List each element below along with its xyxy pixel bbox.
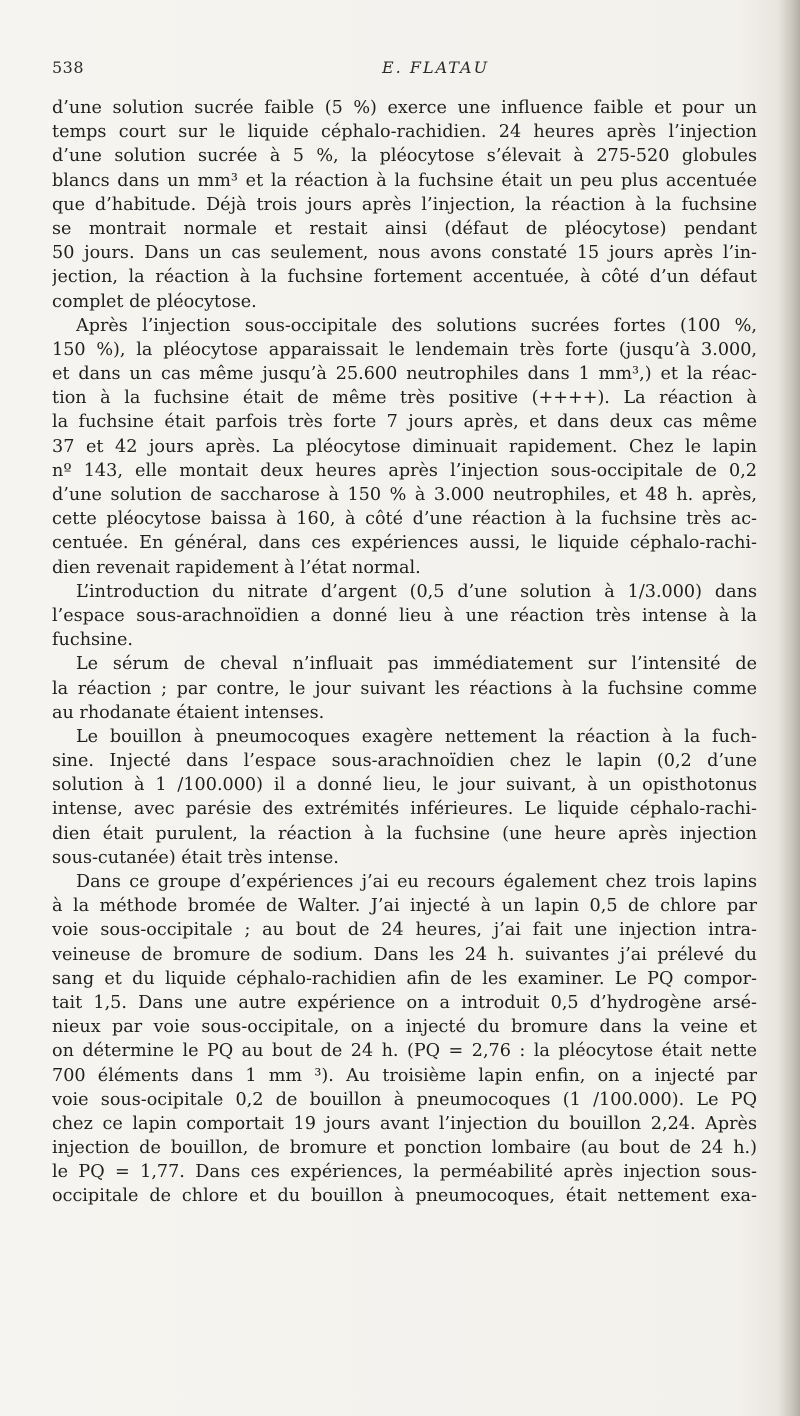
text-line: chez ce lapin comportait 19 jours avant l’injection du bouillon 2,24. Après xyxy=(52,1113,757,1134)
text-line: nieux par voie sous-occipitale, on a injecté du bromure dans la veine et xyxy=(52,1017,757,1038)
text-line: Le sérum de cheval n’influait pas immédiatement sur l’intensité de xyxy=(76,654,757,675)
text-line: complet de pléocytose. xyxy=(52,291,257,312)
text-line: intense, avec parésie des extrémités inférieures. Le liquide céphalo-rachi- xyxy=(52,799,757,820)
text-line: blancs dans un mm³ et la réaction à la fuchsine était un peu plus accentuée xyxy=(52,170,757,191)
text-line: voie sous-ocipitale 0,2 de bouillon à pneumocoques (1 /100.000). Le PQ xyxy=(52,1089,757,1110)
text-line: veineuse de bromure de sodium. Dans les 24 h. suivantes j’ai prélevé du xyxy=(52,944,757,965)
text-line: nº 143, elle montait deux heures après l’injection sous-occipitale de 0,2 xyxy=(52,460,757,481)
text-line: 700 éléments dans 1 mm ³). Au troisième lapin enfin, on a injecté par xyxy=(52,1065,757,1086)
text-line: sine. Injecté dans l’espace sous-arachnoïdien chez le lapin (0,2 d’une xyxy=(52,751,757,772)
text-line: que d’habitude. Déjà trois jours après l’injection, la réaction à la fuchsine xyxy=(52,194,757,215)
text-line: d’une solution de saccharose à 150 % à 3.000 neutrophiles, et 48 h. après, xyxy=(52,485,757,505)
text-line: fuchsine. xyxy=(52,630,134,651)
text-line: Le bouillon à pneumocoques exagère nettement la réaction à la fuch- xyxy=(76,726,757,747)
text-line: à la méthode bromée de Walter. J’ai injecté à un lapin 0,5 de chlore par xyxy=(52,896,757,917)
text-line: le PQ = 1,77. Dans ces expériences, la perméabilité après injection sous- xyxy=(52,1162,757,1183)
text-line: d’une solution sucrée à 5 %, la pléocytose s’élevait à 275-520 globules xyxy=(52,146,757,167)
text-line: tait 1,5. Dans une autre expérience on a introduit 0,5 d’hydrogène arsé- xyxy=(52,992,757,1013)
text-line: 37 et 42 jours après. La pléocytose diminuait rapidement. Chez le lapin xyxy=(52,436,757,457)
text-line: dien était purulent, la réaction à la fuchsine (une heure après injection xyxy=(52,823,757,844)
text-line: 50 jours. Dans un cas seulement, nous avons constaté 15 jours après l’in- xyxy=(52,243,757,264)
text-line: injection de bouillon, de bromure et ponction lombaire (au bout de 24 h.) xyxy=(52,1138,757,1159)
text-line: au rhodanate étaient intenses. xyxy=(52,702,325,723)
text-line: jection, la réaction à la fuchsine fortement accentuée, à côté d’un défaut xyxy=(52,267,757,288)
text-line: l’espace sous-arachnoïdien a donné lieu à une réaction très intense à la xyxy=(52,605,757,626)
text-line: Dans ce groupe d’expériences j’ai eu recours également chez trois lapins xyxy=(76,872,757,892)
page-number: 538 xyxy=(52,58,85,77)
text-line: se montrait normale et restait ainsi (défaut de pléocytose) pendant xyxy=(52,218,757,239)
text-line: et dans un cas même jusqu’à 25.600 neutrophiles dans 1 mm³,) et la réac- xyxy=(52,364,757,385)
text-line: sous-cutanée) était très intense. xyxy=(52,847,339,868)
text-line: voie sous-occipitale ; au bout de 24 heures, j’ai fait une injection intra- xyxy=(52,920,757,941)
text-line: dien revenait rapidement à l’état normal. xyxy=(52,557,421,578)
text-line: on détermine le PQ au bout de 24 h. (PQ = 2,76 : la pléocytose était nette xyxy=(52,1041,757,1062)
running-head: E. FLATAU xyxy=(382,58,490,77)
text-line: centuée. En général, dans ces expériences aussi, le liquide céphalo-rachi- xyxy=(52,533,757,554)
page-edge-shadow xyxy=(778,0,800,1416)
text-line: L’introduction du nitrate d’argent (0,5 d’une solution à 1/3.000) dans xyxy=(76,581,757,602)
text-line: occipitale de chlore et du bouillon à pneumocoques, était nettement exa- xyxy=(52,1186,757,1207)
text-line: temps court sur le liquide céphalo-rachidien. 24 heures après l’injection xyxy=(52,122,757,143)
text-line: cette pléocytose baissa à 160, à côté d’une réaction à la fuchsine très ac- xyxy=(52,509,757,530)
text-line: solution à 1 /100.000) il a donné lieu, le jour suivant, à un opisthotonus xyxy=(52,775,757,796)
text-line: sang et du liquide céphalo-rachidien afin de les examiner. Le PQ compor- xyxy=(52,968,757,989)
text-line: la réaction ; par contre, le jour suivant les réactions à la fuchsine comme xyxy=(52,678,757,699)
body-text xyxy=(52,96,757,1209)
text-line: Après l’injection sous-occipitale des solutions sucrées fortes (100 %, xyxy=(76,315,757,336)
text-line: 150 %), la pléocytose apparaissait le lendemain très forte (jusqu’à 3.000, xyxy=(52,339,757,360)
text-line: la fuchsine était parfois très forte 7 jours après, et dans deux cas même xyxy=(52,412,757,433)
text-line: tion à la fuchsine était de même très positive (++++). La réaction à xyxy=(52,388,757,409)
page-header xyxy=(52,54,757,84)
text-line: d’une solution sucrée faible (5 %) exerce une influence faible et pour un xyxy=(52,98,757,118)
